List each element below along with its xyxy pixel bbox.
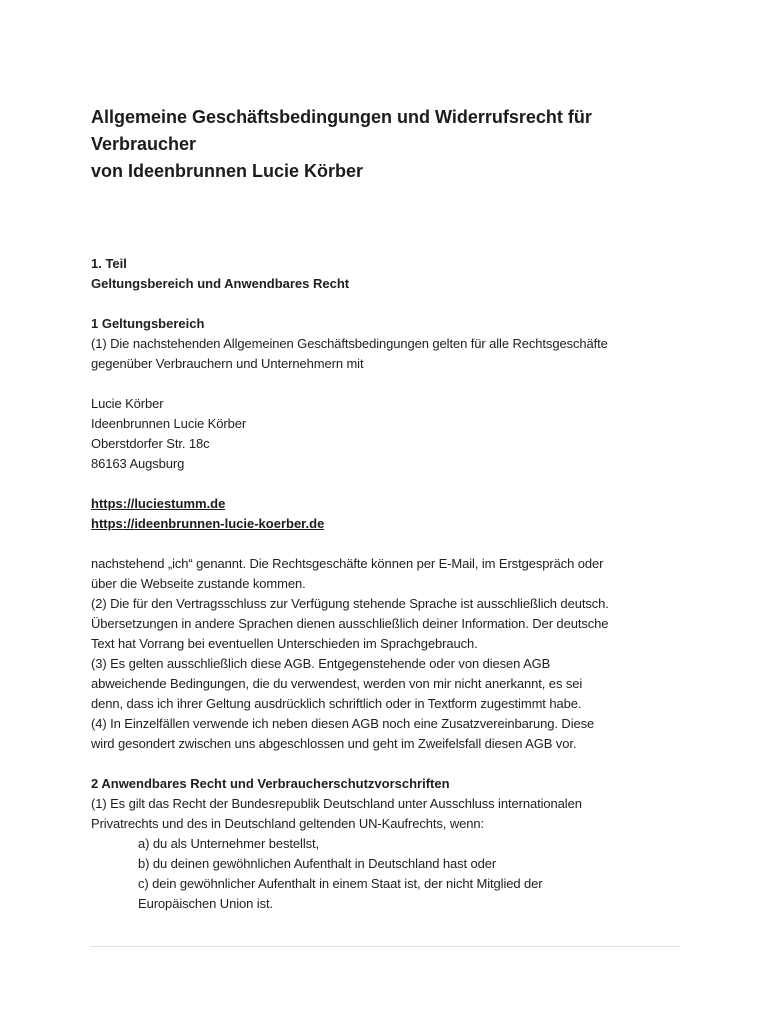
spacer — [91, 474, 681, 494]
list-item: Europäischen Union ist. — [138, 896, 274, 911]
paragraph-line: (4) In Einzelfällen verwende ich neben diesen AGB noch eine Zusatzvereinbarung. Diese — [91, 716, 595, 731]
spacer — [91, 294, 681, 314]
section-body — [91, 554, 681, 754]
spacer — [91, 374, 681, 394]
paragraph-line: Privatrechts und des in Deutschland geltenden UN-Kaufrechts, wenn: — [91, 816, 485, 831]
address-company: Ideenbrunnen Lucie Körber — [91, 416, 247, 431]
paragraph-line: denn, dass ich ihrer Geltung ausdrücklich schriftlich oder in Textform zugestimmt habe. — [91, 696, 582, 711]
list-item: a) du als Unternehmer bestellst, — [138, 836, 320, 851]
paragraph-line: gegenüber Verbrauchern und Unternehmern mit — [91, 356, 364, 371]
title-line-1: Allgemeine Geschäftsbedingungen und Widerrufsrecht für — [91, 107, 592, 127]
paragraph-line: nachstehend „ich“ genannt. Die Rechtsgeschäfte können per E-Mail, im Erstgespräch oder — [91, 556, 604, 571]
footer-divider — [90, 946, 680, 947]
title-line-3: von Ideenbrunnen Lucie Körber — [91, 161, 364, 181]
paragraph-line: Übersetzungen in andere Sprachen dienen ausschließlich deiner Information. Der deutsche — [91, 616, 609, 631]
condition-list — [91, 834, 681, 914]
paragraph-line: (1) Es gilt das Recht der Bundesrepublik Deutschland unter Ausschluss internationalen — [91, 796, 582, 811]
part-number: 1. Teil — [91, 256, 127, 271]
list-item: c) dein gewöhnlicher Aufenthalt in einem Staat ist, der nicht Mitglied der — [138, 876, 543, 891]
address-street: Oberstdorfer Str. 18c — [91, 436, 210, 451]
paragraph-line: (3) Es gelten ausschließlich diese AGB. Entgegenstehende oder von diesen AGB — [91, 656, 551, 671]
spacer — [91, 534, 681, 554]
link-list — [91, 494, 681, 534]
document-page — [91, 104, 681, 914]
section-heading: 2 Anwendbares Recht und Verbraucherschutzvorschriften — [91, 776, 450, 791]
paragraph-line: über die Webseite zustande kommen. — [91, 576, 306, 591]
part-heading — [91, 254, 681, 294]
part-name: Geltungsbereich und Anwendbares Recht — [91, 276, 350, 291]
paragraph-line: abweichende Bedingungen, die du verwendest, werden von mir nicht anerkannt, es sei — [91, 676, 583, 691]
document-title — [91, 104, 681, 185]
address-block — [91, 394, 681, 474]
paragraph-line: Text hat Vorrang bei eventuellen Unterschieden im Sprachgebrauch. — [91, 636, 478, 651]
website-link[interactable]: https://ideenbrunnen-lucie-koerber.de — [91, 516, 325, 531]
paragraph-line: wird gesondert zwischen uns abgeschlossen und geht im Zweifelsfall diesen AGB vor. — [91, 736, 577, 751]
title-line-2: Verbraucher — [91, 134, 197, 154]
website-link[interactable]: https://luciestumm.de — [91, 496, 226, 511]
section-geltungsbereich — [91, 314, 681, 754]
paragraph-line: (1) Die nachstehenden Allgemeinen Geschäftsbedingungen gelten für alle Rechtsgeschäfte — [91, 336, 608, 351]
list-item: b) du deinen gewöhnlichen Aufenthalt in Deutschland hast oder — [138, 856, 497, 871]
address-city: 86163 Augsburg — [91, 456, 185, 471]
section-heading: 1 Geltungsbereich — [91, 316, 205, 331]
address-name: Lucie Körber — [91, 396, 164, 411]
spacer — [91, 754, 681, 774]
section-anwendbares-recht — [91, 774, 681, 914]
paragraph-line: (2) Die für den Vertragsschluss zur Verfügung stehende Sprache ist ausschließlich deutsch. — [91, 596, 609, 611]
